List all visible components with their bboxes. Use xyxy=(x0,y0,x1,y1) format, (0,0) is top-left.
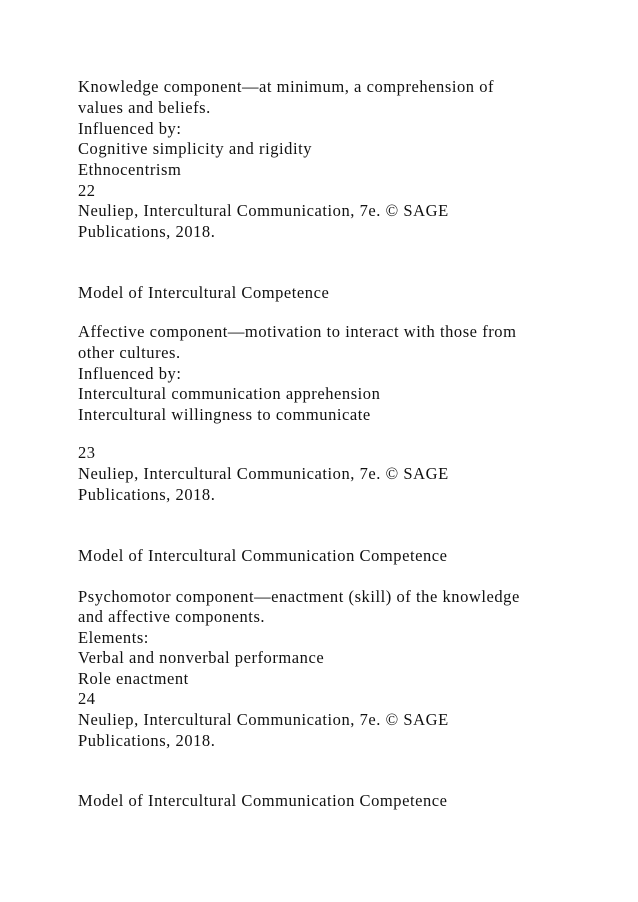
knowledge-component-line-1: Knowledge component—at minimum, a comprehension of xyxy=(78,77,495,96)
psychomotor-component-line-1: Psychomotor component—enactment (skill) of the knowledge xyxy=(78,587,520,606)
slide-number: 23 xyxy=(78,443,96,462)
citation-line-2: Publications, 2018. xyxy=(78,731,216,750)
section-heading: Model of Intercultural Communication Competence xyxy=(78,791,448,810)
influence-item: Intercultural willingness to communicate xyxy=(78,405,371,424)
element-item: Role enactment xyxy=(78,669,189,688)
element-item: Verbal and nonverbal performance xyxy=(78,648,325,667)
influenced-by-label: Influenced by: xyxy=(78,364,182,383)
section-heading: Model of Intercultural Competence xyxy=(78,283,330,302)
affective-component-line-1: Affective component—motivation to interact with those from xyxy=(78,322,517,341)
psychomotor-component-line-2: and affective components. xyxy=(78,607,266,626)
elements-label: Elements: xyxy=(78,628,149,647)
influence-item: Cognitive simplicity and rigidity xyxy=(78,139,313,158)
influenced-by-label: Influenced by: xyxy=(78,119,182,138)
citation-line-1: Neuliep, Intercultural Communication, 7e. © SAGE xyxy=(78,710,449,729)
knowledge-component-line-2: values and beliefs. xyxy=(78,98,211,117)
affective-component-line-2: other cultures. xyxy=(78,343,181,362)
influence-item: Ethnocentrism xyxy=(78,160,182,179)
influence-item: Intercultural communication apprehension xyxy=(78,384,381,403)
section-heading: Model of Intercultural Communication Competence xyxy=(78,546,448,565)
slide-number: 22 xyxy=(78,181,96,200)
citation-line-2: Publications, 2018. xyxy=(78,485,216,504)
slide-number: 24 xyxy=(78,689,96,708)
citation-line-2: Publications, 2018. xyxy=(78,222,216,241)
citation-line-1: Neuliep, Intercultural Communication, 7e. © SAGE xyxy=(78,201,449,220)
citation-line-1: Neuliep, Intercultural Communication, 7e. © SAGE xyxy=(78,464,449,483)
